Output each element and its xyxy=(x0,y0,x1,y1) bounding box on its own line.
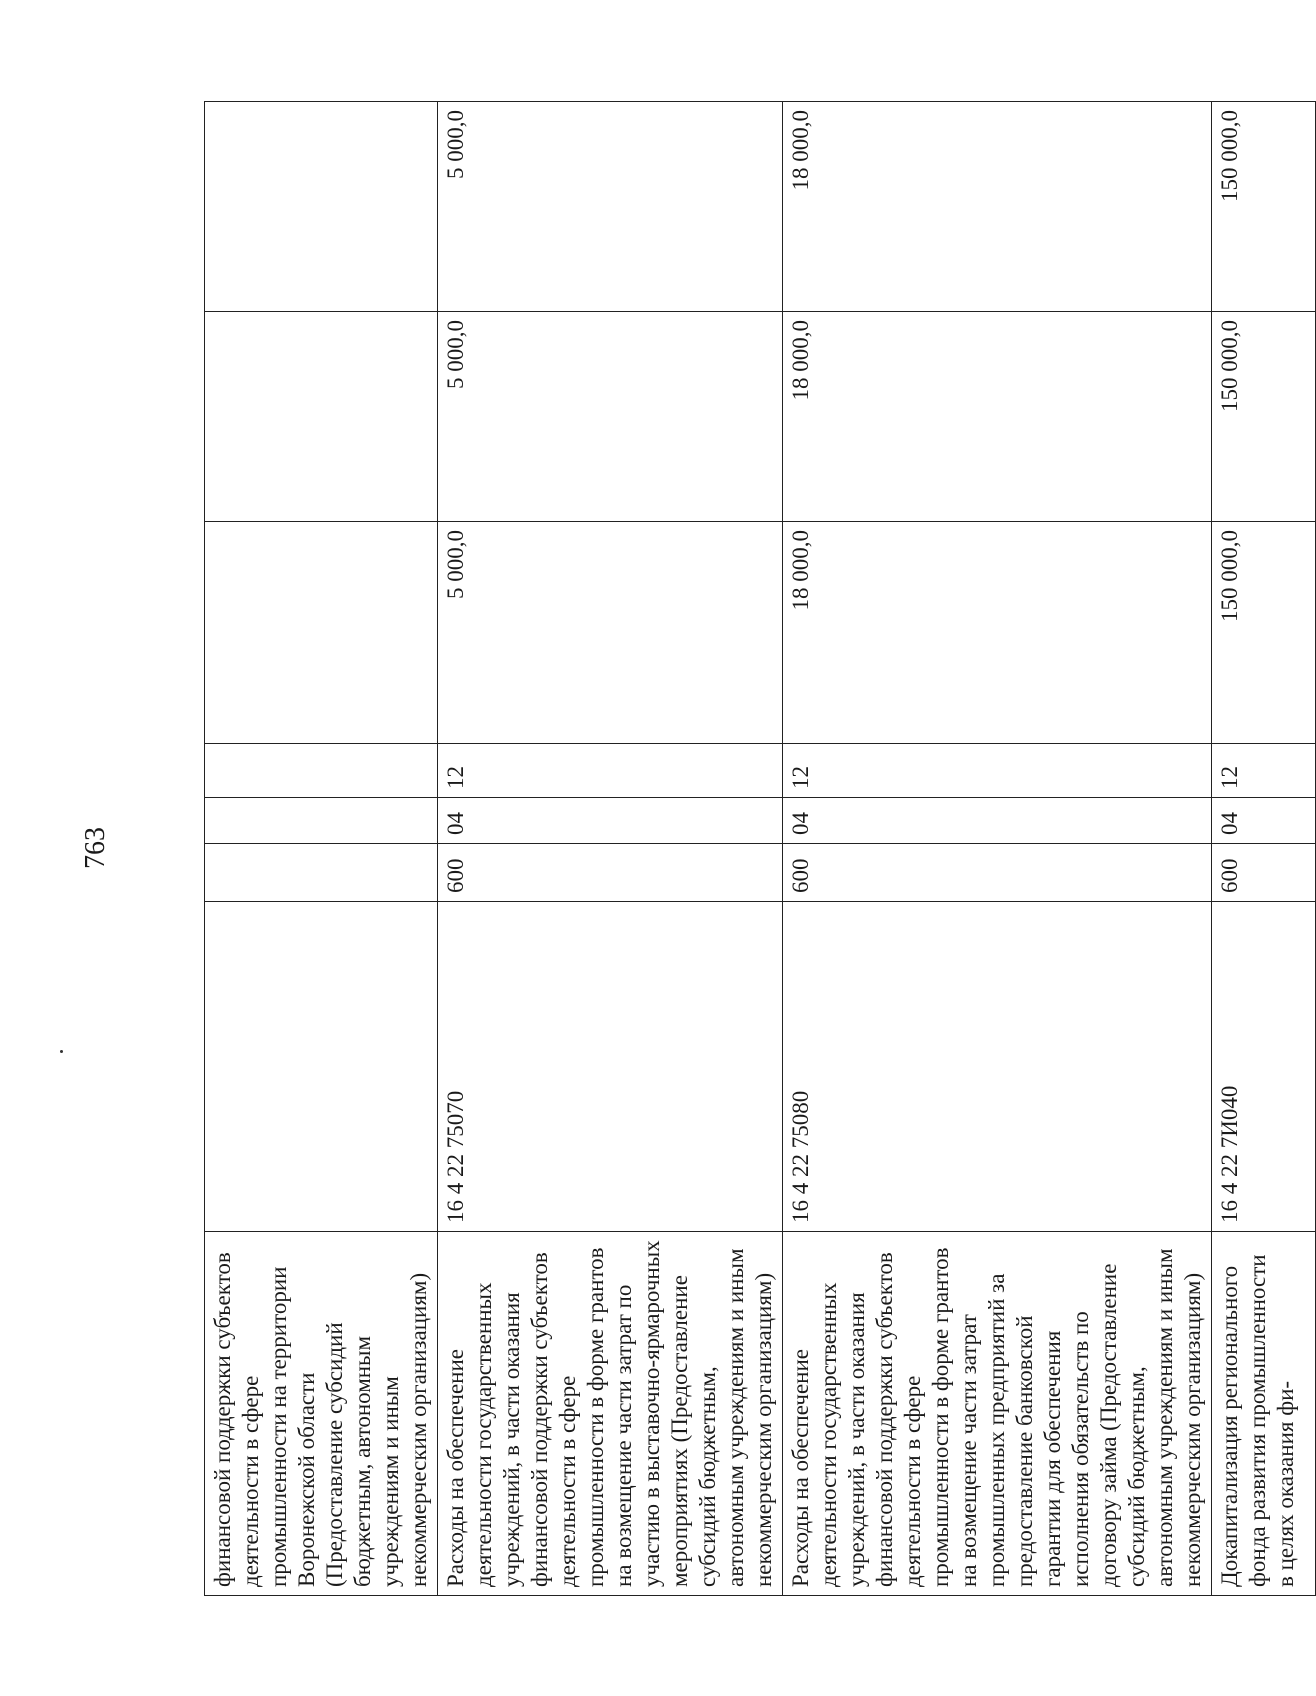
row-description: финансовой поддержки субъектов деятельности в сфере промышленности на территории Воронежской области (Предоставление субсидий бюджетным, автономным учреждениям и иным некоммерческим организациям) xyxy=(205,1232,438,1596)
amount-year-1: 18 000,0 xyxy=(783,522,1212,744)
budget-table-frame xyxy=(204,102,1298,1596)
target-article-code: 16 4 22 7И040 xyxy=(1212,902,1316,1232)
amount-year-3 xyxy=(205,102,438,312)
table-row xyxy=(1212,102,1316,1596)
expense-group: 600 xyxy=(438,844,783,902)
target-article-code xyxy=(205,902,438,1232)
row-description: Расходы на обеспечение деятельности государственных учреждений, в части оказания финансовой поддержки субъектов деятельности в сфере промышленности в форме грантов на возмещение части затрат промышленных предприятий за предоставление банковской гарантии для обеспечения исполнения обязательств по договору займа (Предоставление субсидий бюджетным, автономным учреждениям и иным некоммерческим организациям) xyxy=(783,1232,1212,1596)
amount-year-3: 150 000,0 xyxy=(1212,102,1316,312)
subsection-code: 12 xyxy=(438,744,783,798)
amount-year-2: 18 000,0 xyxy=(783,312,1212,522)
section-code xyxy=(205,798,438,844)
row-description: Докапитализация регионального фонда развития промышленности в целях оказания фи- xyxy=(1212,1232,1316,1596)
subsection-code xyxy=(205,744,438,798)
amount-year-3: 18 000,0 xyxy=(783,102,1212,312)
table-row xyxy=(438,102,783,1596)
table-row xyxy=(783,102,1212,1596)
target-article-code: 16 4 22 75080 xyxy=(783,902,1212,1232)
page-number: 763 xyxy=(80,827,111,869)
amount-year-2: 150 000,0 xyxy=(1212,312,1316,522)
budget-table xyxy=(204,101,1316,1596)
target-article-code: 16 4 22 75070 xyxy=(438,902,783,1232)
table-row xyxy=(205,102,438,1596)
expense-group xyxy=(205,844,438,902)
amount-year-3: 5 000,0 xyxy=(438,102,783,312)
expense-group: 600 xyxy=(1212,844,1316,902)
subsection-code: 12 xyxy=(783,744,1212,798)
amount-year-1: 5 000,0 xyxy=(438,522,783,744)
row-description: Расходы на обеспечение деятельности государственных учреждений, в части оказания финансовой поддержки субъектов деятельности в сфере промышленности в форме грантов на возмещение части затрат по участию в выставочно-ярмарочных мероприятиях (Предоставление субсидий бюджетным, автономным учреждениям и иным некоммерческим организациям) xyxy=(438,1232,783,1596)
subsection-code: 12 xyxy=(1212,744,1316,798)
amount-year-1 xyxy=(205,522,438,744)
section-code: 04 xyxy=(438,798,783,844)
amount-year-1: 150 000,0 xyxy=(1212,522,1316,744)
amount-year-2 xyxy=(205,312,438,522)
section-code: 04 xyxy=(1212,798,1316,844)
amount-year-2: 5 000,0 xyxy=(438,312,783,522)
scan-speck xyxy=(60,1050,63,1053)
expense-group: 600 xyxy=(783,844,1212,902)
section-code: 04 xyxy=(783,798,1212,844)
